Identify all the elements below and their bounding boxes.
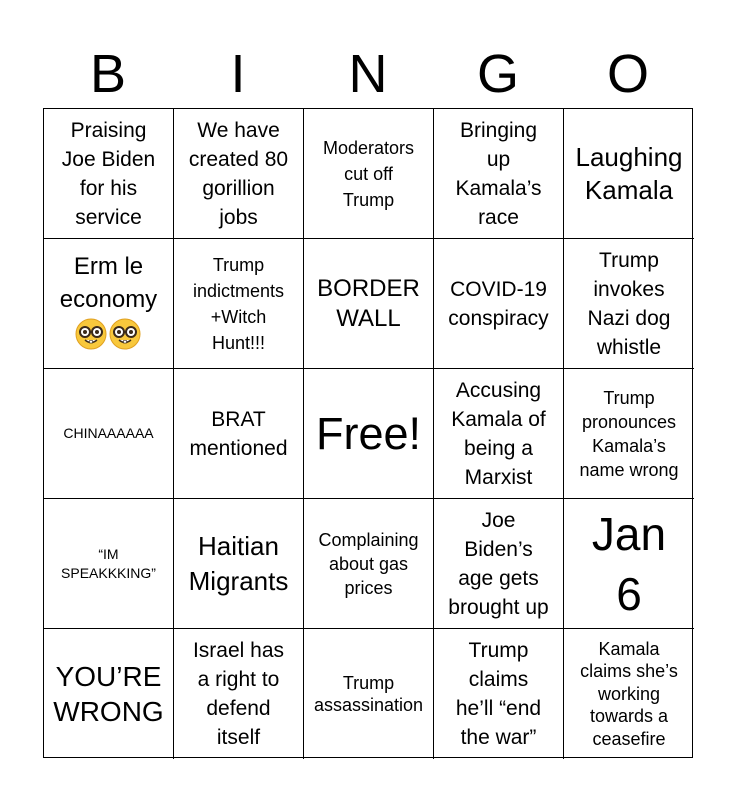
cell-text: Trump claims he’ll “end the war” (455, 639, 542, 749)
nerd-face-icon (109, 318, 141, 350)
bingo-cell[interactable] (44, 369, 174, 499)
bingo-header (43, 40, 693, 108)
cell-text: Jan 6 (591, 507, 667, 620)
cell-text: Praising Joe Biden for his service (61, 118, 156, 229)
free-text: Free! (315, 407, 422, 459)
cell-text: BRAT mentioned (189, 407, 288, 460)
nerd-face-icon (75, 318, 107, 350)
bingo-cell[interactable] (304, 499, 434, 629)
bingo-cell[interactable] (44, 239, 174, 369)
bingo-cell[interactable] (434, 109, 564, 239)
bingo-cell[interactable] (434, 499, 564, 629)
bingo-cell[interactable] (434, 629, 564, 759)
cell-text: We have created 80 gorillion jobs (188, 118, 289, 229)
bingo-cell[interactable] (564, 499, 694, 629)
emoji-row (75, 318, 141, 350)
cell-text: COVID-19 conspiracy (448, 277, 549, 330)
bingo-cell[interactable] (44, 629, 174, 759)
bingo-grid (43, 108, 693, 758)
cell-text: Trump indictments +Witch Hunt!!! (192, 254, 285, 353)
bingo-cell[interactable] (434, 369, 564, 499)
bingo-cell[interactable] (434, 239, 564, 369)
bingo-cell[interactable] (564, 629, 694, 759)
header-letter-o: O (606, 44, 649, 104)
cell-text: Laughing Kamala (575, 141, 683, 205)
cell-text: Accusing Kamala of being a Marxist (451, 378, 546, 489)
bingo-cell[interactable] (44, 499, 174, 629)
bingo-cell[interactable] (174, 369, 304, 499)
cell-text: Trump assassination (313, 673, 424, 715)
cell-text: Haitian Migrants (188, 530, 289, 596)
cell-text: “IM SPEAKKKING” (61, 545, 156, 581)
cell-text: Kamala claims she’s working towards a ceasefire (580, 638, 678, 749)
cell-text: Bringing up Kamala’s race (455, 118, 542, 229)
cell-text: Complaining about gas prices (318, 529, 419, 598)
cell-text: Trump invokes Nazi dog whistle (587, 248, 671, 359)
cell-text: BORDER WALL (317, 274, 420, 332)
bingo-cell[interactable] (174, 239, 304, 369)
bingo-cell[interactable] (174, 109, 304, 239)
bingo-cell[interactable] (304, 109, 434, 239)
bingo-cell[interactable] (174, 499, 304, 629)
bingo-cell[interactable] (304, 629, 434, 759)
bingo-cell[interactable] (564, 239, 694, 369)
bingo-cell[interactable] (174, 629, 304, 759)
bingo-cell[interactable] (304, 239, 434, 369)
header-letter-n: N (348, 44, 388, 104)
bingo-cell[interactable] (564, 369, 694, 499)
header-letter-b: B (89, 44, 127, 104)
cell-text: Joe Biden’s age gets brought up (448, 508, 549, 619)
header-letter-g: G (476, 44, 519, 104)
bingo-cell[interactable] (564, 109, 694, 239)
free-cell[interactable] (304, 369, 434, 499)
cell-text: Trump pronounces Kamala’s name wrong (579, 387, 679, 480)
cell-text: Israel has a right to defend itself (192, 639, 285, 749)
cell-text: YOU’RE WRONG (53, 661, 164, 727)
cell-text: Moderators cut off Trump (322, 137, 415, 210)
cell-text: CHINAAAAAA (63, 425, 154, 441)
cell-text: Erm le economy (59, 253, 158, 313)
bingo-cell[interactable] (44, 109, 174, 239)
header-letter-i: I (230, 44, 246, 104)
